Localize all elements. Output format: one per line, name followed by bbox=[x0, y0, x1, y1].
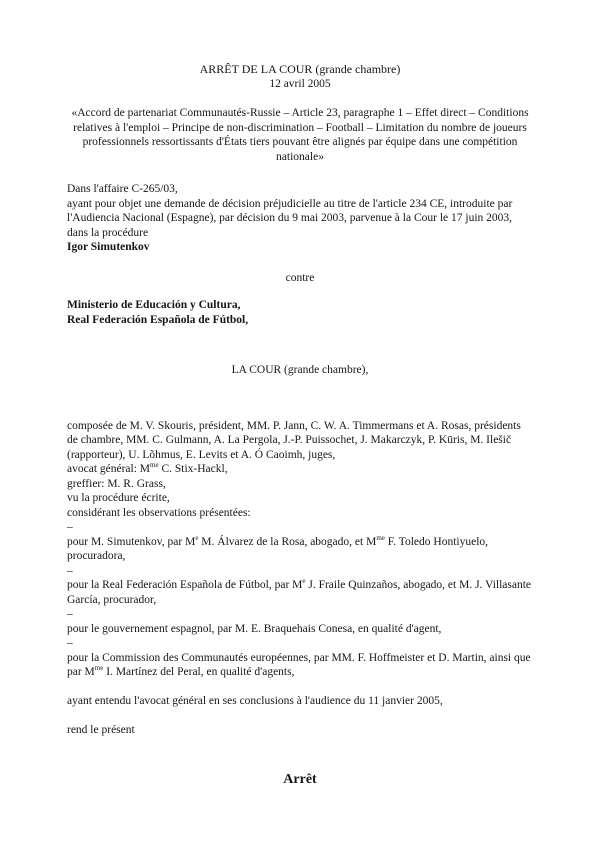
text-segment: I. Martínez del Peral, en qualité d'agents, bbox=[103, 666, 295, 678]
superscript-abbr: me bbox=[376, 533, 385, 542]
observation-dash: – bbox=[67, 564, 73, 577]
document-title: ARRÊT DE LA COUR (grande chambre) bbox=[199, 62, 401, 76]
observation-dash: – bbox=[67, 521, 73, 533]
superscript-abbr: e bbox=[195, 533, 199, 542]
text-segment: vu la procédure écrite, bbox=[67, 492, 170, 504]
document-page bbox=[67, 0, 533, 787]
defendants-block bbox=[67, 298, 533, 327]
case-object: ayant pour objet une demande de décision préjudicielle au titre de l'article 234 CE, introduite par l'Audiencia Nacional (Espagne), par décision du 9 mai 2003, parvenue à la Cour le 17 juin 2003, dans la procédure bbox=[67, 197, 513, 239]
applicant-name: Igor Simutenkov bbox=[67, 241, 150, 253]
renders-line: rend le présent bbox=[67, 724, 135, 736]
text-segment: greffier: M. R. Grass, bbox=[67, 477, 166, 490]
text-segment: pour la Real Federación Española de Fútbol, par M bbox=[67, 579, 303, 591]
judgment-heading: Arrêt bbox=[283, 771, 317, 787]
court-composition: composée de M. V. Skouris, président, MM. P. Jann, C. W. A. Timmermans et A. Rosas, présidents de chambre, MM. C. Gulmann, A. La Pergola, J.-P. Puissochet, J. Makarczyk, P. Kūris, M. Ilešič (rapporteur), U. Lõhmus, E. Levits et A. Ó Caoimh, juges, bbox=[67, 419, 521, 461]
observation-item bbox=[67, 535, 533, 564]
defendant-name: Ministerio de Educación y Cultura, bbox=[67, 299, 241, 311]
observation-item bbox=[67, 651, 533, 680]
court-info-line bbox=[67, 462, 533, 477]
court-info-lines bbox=[67, 462, 533, 520]
text-segment: pour la Commission des Communautés européennes, par MM. F. Hoffmeister et D. Martin, ainsi que par M bbox=[67, 651, 531, 678]
court-info-line bbox=[67, 491, 533, 506]
observation-item bbox=[67, 622, 533, 637]
text-segment: pour M. Simutenkov, par M bbox=[67, 535, 196, 548]
versus-label: contre bbox=[285, 271, 315, 284]
observation-dash: – bbox=[67, 608, 73, 620]
keywords-block: «Accord de partenariat Communautés-Russie – Article 23, paragraphe 1 – Effet direct – Conditions relatives à l'emploi – Principe de non-discrimination – Football – Limitation du nombre de joueurs professionnels ressortissants d'États tiers pouvant être alignés par équipe dans une compétition nationale» bbox=[71, 107, 529, 163]
defendant-name: Real Federación Española de Fútbol, bbox=[67, 313, 249, 326]
superscript-abbr: me bbox=[150, 461, 159, 470]
text-segment: F. Toledo Hontiyuelo, procuradora, bbox=[67, 535, 489, 562]
text-segment: considérant les observations présentées: bbox=[67, 506, 251, 519]
case-reference: Dans l'affaire C-265/03, bbox=[67, 183, 178, 195]
text-segment: M. Álvarez de la Rosa, abogado, et M bbox=[198, 535, 377, 548]
hearing-note: ayant entendu l'avocat général en ses conclusions à l'audience du 11 janvier 2005, bbox=[67, 695, 443, 707]
court-info-line bbox=[67, 477, 533, 492]
observation-dash: – bbox=[67, 637, 73, 649]
text-segment: pour le gouvernement espagnol, par M. E. Braquehais Conesa, en qualité d'agent, bbox=[67, 622, 442, 635]
text-segment: J. Fraile Quinzaños, abogado, et M. J. Villasante García, procurador, bbox=[67, 579, 532, 606]
text-segment: C. Stix-Hackl, bbox=[158, 463, 228, 475]
superscript-abbr: me bbox=[94, 664, 104, 673]
court-heading: LA COUR (grande chambre), bbox=[231, 364, 369, 376]
text-segment: avocat général: M bbox=[67, 463, 151, 475]
observations-list bbox=[67, 520, 533, 680]
document-date: 12 avril 2005 bbox=[269, 77, 331, 90]
observation-item bbox=[67, 578, 533, 607]
superscript-abbr: e bbox=[302, 577, 306, 586]
court-info-line bbox=[67, 506, 533, 521]
